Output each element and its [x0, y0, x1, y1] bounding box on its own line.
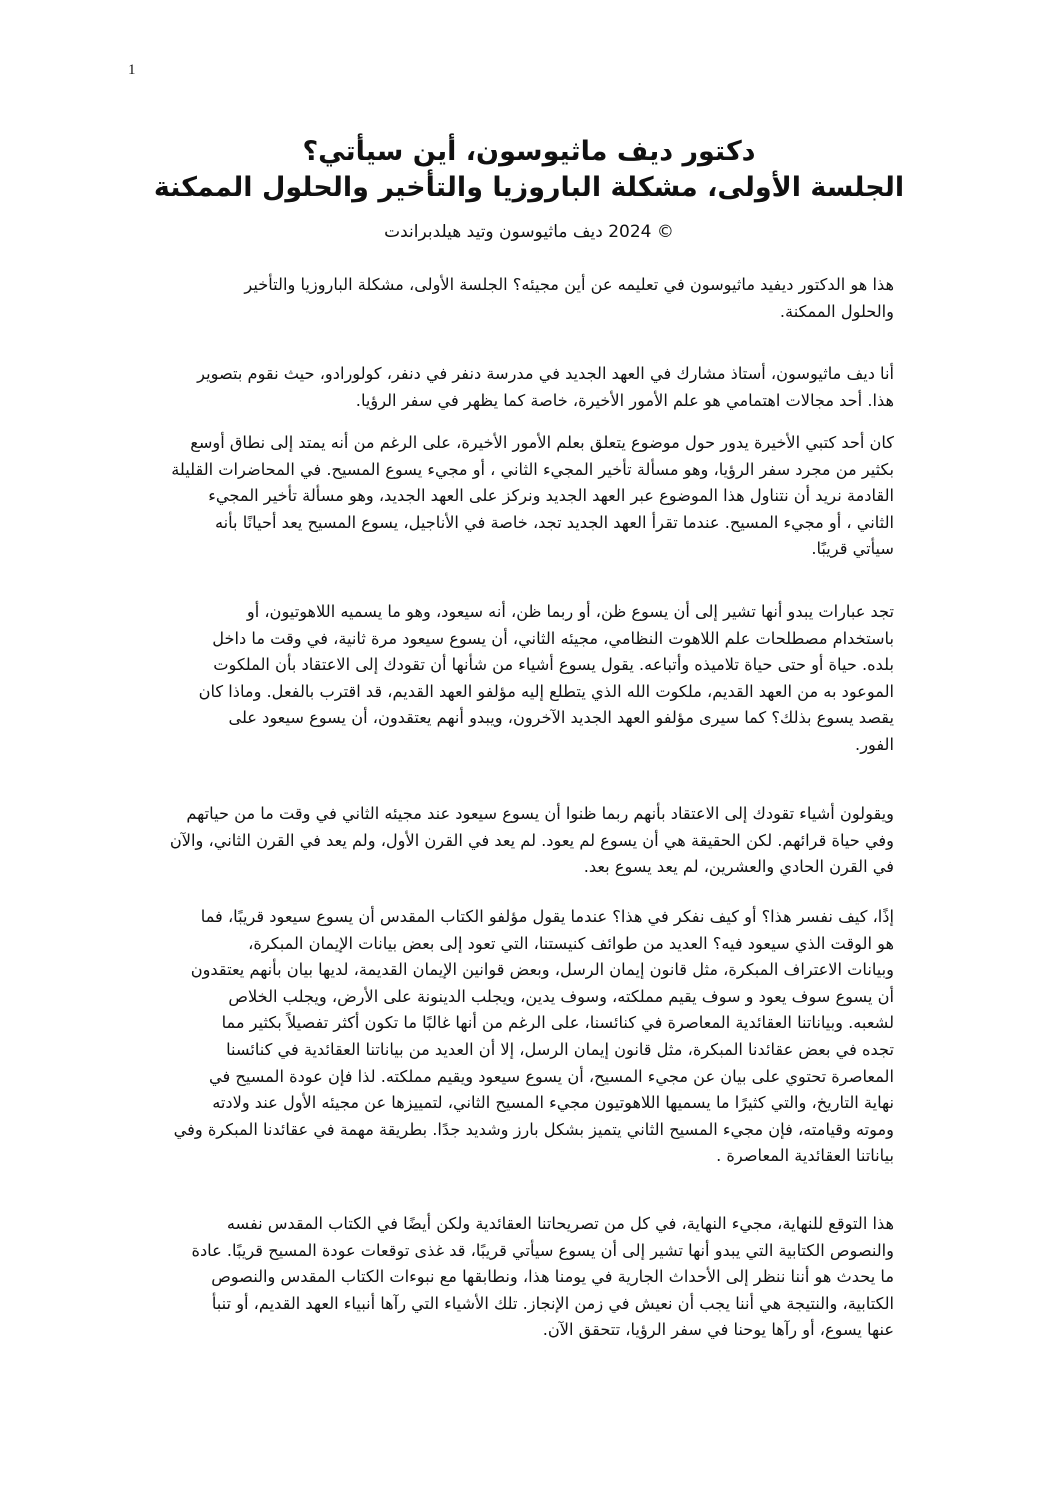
text-line: هذا هو الدكتور ديفيد ماثيوسون في تعليمه عن أين مجيئه؟ الجلسة الأولى، مشكلة الباروزيا والتأخير	[244, 275, 894, 294]
text-line: بياناتنا العقائدية المعاصرة .	[716, 1146, 894, 1166]
text-line: هو الوقت الذي سيعود فيه؟ العديد من طوائف كنيستنا، التي تعود إلى بعض بيانات الإيمان المبكرة،	[248, 933, 894, 953]
paragraph	[170, 272, 894, 325]
text-line: وموته وقيامته، فإن مجيء المسيح الثاني يتميز بشكل بارز وشديد جدًا. بطريقة مهمة في عقائدنا المبكرة وفي	[173, 1119, 894, 1139]
text-line: الموعود به من العهد القديم، ملكوت الله الذي يتطلع إليه مؤلفو العهد القديم، قد اقترب بالفعل. وماذا كان	[198, 681, 894, 701]
paragraph	[170, 1211, 894, 1344]
text-line: تجده في بعض عقائدنا المبكرة، مثل قانون إيمان الرسل، إلا أن العديد من بياناتنا العقائدية في كنائسنا	[226, 1039, 894, 1059]
text-line: وفي حياة قرائهم. لكن الحقيقة هي أن يسوع لم يعود. لم يعد في القرن الأول، ولم يعد في القرن الثاني، والآن	[169, 830, 894, 850]
text-line: عنها يسوع، أو رآها يوحنا في سفر الرؤيا، تتحقق الآن.	[542, 1320, 894, 1340]
text-line: سيأتي قريبًا.	[811, 539, 894, 559]
document-subtitle-heading: الجلسة الأولى، مشكلة الباروزيا والتأخير والحلول الممكنة	[153, 172, 905, 203]
paragraph	[170, 801, 894, 881]
text-line: القادمة نريد أن نتناول هذا الموضوع عبر العهد الجديد ونركز على العهد الجديد، وهو مسألة تأخير المجيء	[208, 486, 894, 506]
text-line: في القرن الحادي والعشرين، لم يعد يسوع بعد.	[583, 857, 894, 877]
paragraph	[170, 599, 894, 759]
text-line: هذا. أحد مجالات اهتمامي هو علم الأمور الأخيرة، خاصة كما يظهر في سفر الرؤيا.	[355, 390, 894, 410]
text-line: بكثير من مجرد سفر الرؤيا، وهو مسألة تأخير المجيء الثاني ، أو مجيء يسوع المسيح. في المحاضرات القليلة	[171, 459, 894, 479]
text-line: أن يسوع سوف يعود و سوف يقيم مملكته، وسوف يدين، ويجلب الدينونة على الأرض، ويجلب الخلاص	[228, 986, 894, 1006]
text-line: المعاصرة تحتوي على بيان عن مجيء المسيح، أن يسوع سيعود ويقيم مملكته. لذا فإن عودة المسيح في	[209, 1066, 894, 1086]
paragraph	[170, 430, 894, 563]
paragraph	[170, 904, 894, 1170]
text-line: يقصد يسوع بذلك؟ كما سيرى مؤلفو العهد الجديد الآخرون، ويبدو أنهم يعتقدون، أن يسوع سيعود على	[228, 708, 894, 728]
text-line: باستخدام مصطلحات علم اللاهوت النظامي، مجيئه الثاني، أن يسوع سيعود مرة ثانية، في وقت ما داخل	[212, 628, 894, 648]
paragraph	[170, 361, 894, 414]
text-line: الكتابية، والنتيجة هي أننا يجب أن نعيش في زمن الإنجاز. تلك الأشياء التي رآها أنبياء العهد القديم، أو تنبأ	[211, 1293, 894, 1313]
text-line: والنصوص الكتابية التي يبدو أنها تشير إلى أن يسوع سيأتي قريبًا، قد غذى توقعات عودة المسيح قريبًا. عادة	[191, 1240, 894, 1260]
text-line: أنا ديف ماثيوسون، أستاذ مشارك في العهد الجديد في مدرسة دنفر في دنفر، كولورادو، حيث نقوم بتصوير	[197, 364, 894, 383]
text-line: هذا التوقع للنهاية، مجيء النهاية، في كل من تصريحاتنا العقائدية ولكن أيضًا في الكتاب المقدس نفسه	[226, 1214, 894, 1233]
text-line: بلده. حياة أو حتى حياة تلاميذه وأتباعه. يقول يسوع أشياء من شأنها أن تقودك إلى الاعتقاد بأن الملكوت	[213, 655, 894, 675]
copyright-line: © 2024 ديف ماثيوسون وتيد هيلدبراندت	[384, 222, 674, 242]
text-line: ما يحدث هو أننا ننظر إلى الأحداث الجارية في يومنا هذا، ونطابقها مع نبوءات الكتاب المقدس والنصوص	[211, 1267, 894, 1287]
text-line: وبيانات الاعتراف المبكرة، مثل قانون إيمان الرسل، وبعض قوانين الإيمان القديمة، لديها بيان بأنهم يعتقدون	[190, 960, 894, 980]
text-line: تجد عبارات يبدو أنها تشير إلى أن يسوع ظن، أو ربما ظن، أنه سيعود، وهو ما يسميه اللاهوتيون، أو	[246, 602, 894, 621]
page-number: 1	[128, 62, 136, 78]
document-title: دكتور ديف ماثيوسون، أين سيأتي؟	[302, 136, 756, 167]
text-line: إذًا، كيف نفسر هذا؟ أو كيف نفكر في هذا؟ عندما يقول مؤلفو الكتاب المقدس أن يسوع سيعود قريبًا، فما	[200, 907, 894, 926]
text-line: والحلول الممكنة.	[779, 301, 894, 321]
text-line: لشعبه. وبياناتنا العقائدية المعاصرة في كنائسنا، على الرغم من أنها غالبًا ما تكون أكثر تفصيلاً بكثير مما	[221, 1013, 894, 1033]
text-line: الفور.	[855, 734, 894, 754]
text-line: ويقولون أشياء تقودك إلى الاعتقاد بأنهم ربما ظنوا أن يسوع سيعود عند مجيئه الثاني في وقت ما من حياتهم	[186, 804, 894, 823]
text-line: الثاني ، أو مجيء المسيح. عندما تقرأ العهد الجديد تجد، خاصة في الأناجيل، يسوع المسيح يعد أحيانًا بأنه	[214, 512, 894, 532]
text-line: كان أحد كتبي الأخيرة يدور حول موضوع يتعلق بعلم الأمور الأخيرة، على الرغم من أنه يمتد إلى نطاق أوسع	[190, 433, 894, 452]
text-line: نهاية التاريخ، والتي كثيرًا ما يسميها اللاهوتيون مجيء المسيح الثاني، لتمييزها عن مجيئه الأول عند ولادته	[212, 1093, 894, 1113]
